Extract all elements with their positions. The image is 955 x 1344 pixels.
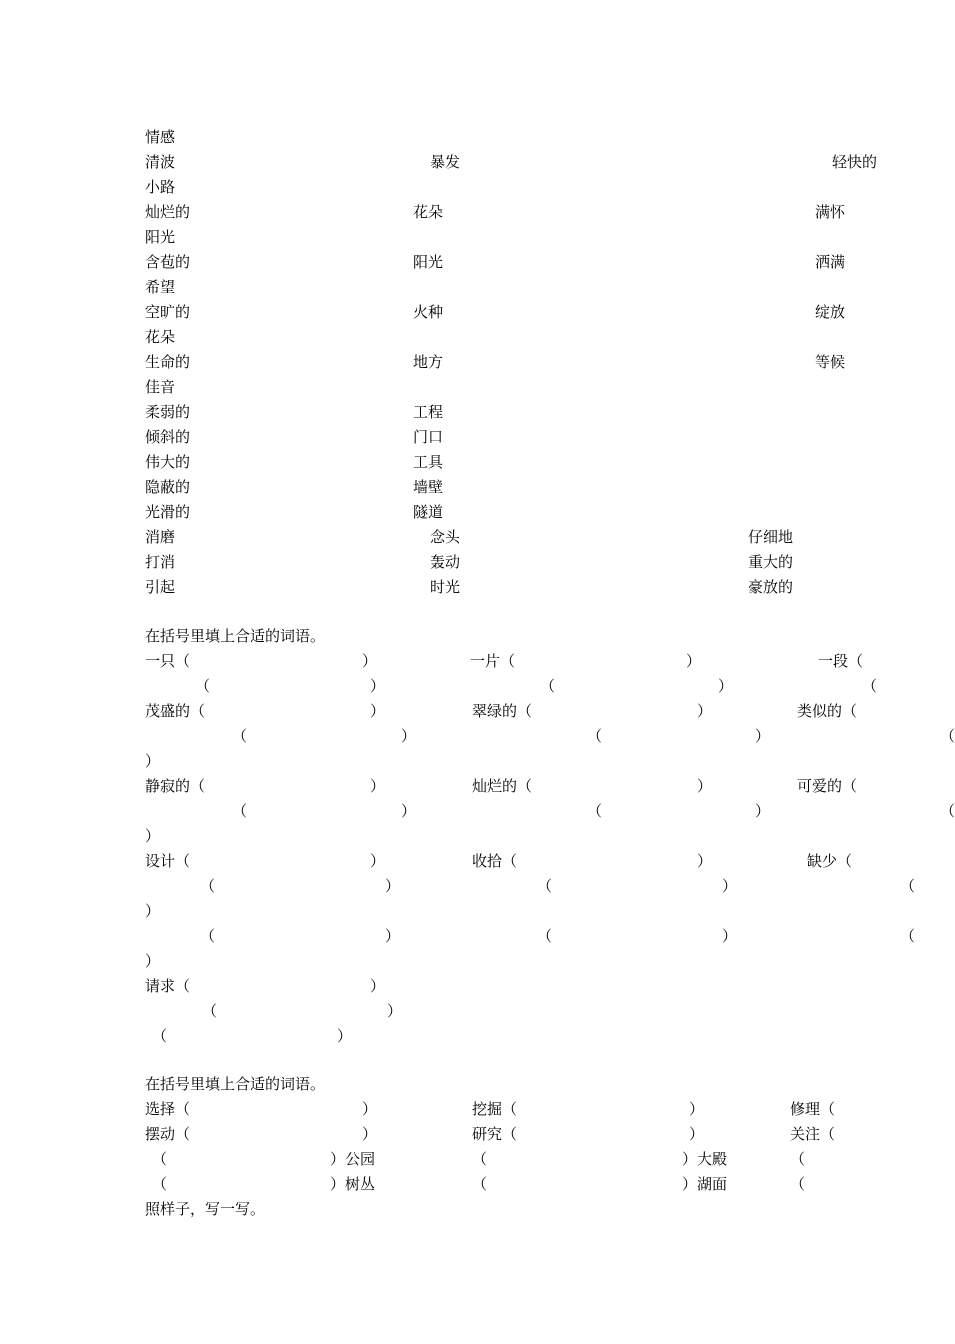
- word-col2: 地方: [413, 353, 444, 371]
- bracket-open: （: [232, 727, 248, 745]
- fill-prompt: 缺少（: [807, 852, 853, 870]
- fill-suffix: ）树丛: [330, 1175, 376, 1193]
- bracket-open: （: [862, 677, 878, 695]
- bracket-open: （: [790, 1175, 806, 1193]
- word-col2: 阳光: [413, 253, 444, 271]
- fill-prompt: 修理（: [790, 1100, 836, 1118]
- bracket-close: ）: [697, 852, 713, 870]
- bracket-close: ）: [362, 652, 378, 670]
- word-col3: 绽放: [815, 303, 846, 321]
- bracket-close: ）: [401, 727, 417, 745]
- bracket-close: ）: [387, 1002, 403, 1020]
- bracket-close: ）: [686, 652, 702, 670]
- bracket-close: ）: [145, 952, 161, 970]
- word-col2: 隧道: [413, 503, 444, 521]
- word-col1: 打消: [145, 553, 176, 571]
- bracket-open: （: [900, 877, 916, 895]
- bracket-close: ）: [370, 702, 386, 720]
- word-col1: 柔弱的: [145, 403, 191, 421]
- fill-prompt: 挖掘（: [472, 1100, 518, 1118]
- word-col2: 念头: [430, 528, 461, 546]
- bracket-close: ）: [755, 802, 771, 820]
- word-col1: 小路: [145, 178, 176, 196]
- bracket-close: ）: [689, 1100, 705, 1118]
- bracket-close: ）: [385, 927, 401, 945]
- fill-suffix: ）湖面: [682, 1175, 728, 1193]
- word-col3: 仔细地: [748, 528, 794, 546]
- bracket-close: ）: [370, 977, 386, 995]
- word-col2: 墙壁: [413, 478, 444, 496]
- fill-prompt: 可爱的（: [797, 777, 858, 795]
- bracket-close: ）: [689, 1125, 705, 1143]
- word-col2: 工具: [413, 453, 444, 471]
- section3-instruction: 在括号里填上合适的词语。: [145, 1075, 326, 1093]
- word-col1: 花朵: [145, 328, 176, 346]
- word-col2: 轰动: [430, 553, 461, 571]
- fill-prompt: 研究（: [472, 1125, 518, 1143]
- word-col2: 暴发: [430, 153, 461, 171]
- bracket-open: （: [472, 1150, 488, 1168]
- bracket-close: ）: [362, 1125, 378, 1143]
- word-col1: 生命的: [145, 353, 191, 371]
- word-col2: 时光: [430, 578, 461, 596]
- fill-prompt: 一段（: [818, 652, 864, 670]
- bracket-close: ）: [370, 777, 386, 795]
- fill-prompt: 一片（: [470, 652, 516, 670]
- bracket-close: ）: [370, 677, 386, 695]
- section2-instruction: 在括号里填上合适的词语。: [145, 627, 326, 645]
- fill-prompt: 静寂的（: [145, 777, 206, 795]
- bracket-close: ）: [722, 877, 738, 895]
- bracket-open: （: [200, 877, 216, 895]
- bracket-open: （: [790, 1150, 806, 1168]
- word-col1: 空旷的: [145, 303, 191, 321]
- bracket-close: ）: [145, 827, 161, 845]
- fill-prompt: 设计（: [145, 852, 191, 870]
- bracket-close: ）: [337, 1027, 353, 1045]
- bracket-open: （: [195, 677, 211, 695]
- word-col1: 清波: [145, 153, 176, 171]
- fill-suffix: ）公园: [330, 1150, 376, 1168]
- bracket-open: （: [940, 727, 955, 745]
- bracket-close: ）: [145, 752, 161, 770]
- section1-heading: 情感: [145, 128, 176, 146]
- word-col3: 重大的: [748, 553, 794, 571]
- word-col1: 佳音: [145, 378, 176, 396]
- word-col3: 满怀: [815, 203, 846, 221]
- word-col2: 火种: [413, 303, 444, 321]
- bracket-open: （: [587, 802, 603, 820]
- bracket-open: （: [152, 1027, 168, 1045]
- section4-instruction: 照样子，写一写。: [145, 1200, 266, 1218]
- bracket-open: （: [537, 877, 553, 895]
- bracket-open: （: [540, 677, 556, 695]
- word-col1: 灿烂的: [145, 203, 191, 221]
- bracket-open: （: [202, 1002, 218, 1020]
- word-col3: 等候: [815, 353, 846, 371]
- bracket-close: ）: [722, 927, 738, 945]
- bracket-close: ）: [718, 677, 734, 695]
- fill-suffix: ）大殿: [682, 1150, 728, 1168]
- bracket-close: ）: [755, 727, 771, 745]
- bracket-close: ）: [385, 877, 401, 895]
- word-col3: 轻快的: [832, 153, 878, 171]
- bracket-open: （: [472, 1175, 488, 1193]
- word-col1: 含苞的: [145, 253, 191, 271]
- fill-prompt: 关注（: [790, 1125, 836, 1143]
- fill-prompt: 灿烂的（: [472, 777, 533, 795]
- word-col2: 工程: [413, 403, 444, 421]
- bracket-close: ）: [697, 702, 713, 720]
- bracket-open: （: [232, 802, 248, 820]
- word-col1: 隐蔽的: [145, 478, 191, 496]
- word-col1: 引起: [145, 578, 176, 596]
- bracket-open: （: [900, 927, 916, 945]
- bracket-open: （: [152, 1150, 168, 1168]
- bracket-open: （: [537, 927, 553, 945]
- fill-prompt: 翠绿的（: [472, 702, 533, 720]
- fill-prompt: 一只（: [145, 652, 191, 670]
- bracket-close: ）: [370, 852, 386, 870]
- word-col3: 豪放的: [748, 578, 794, 596]
- fill-prompt: 类似的（: [797, 702, 858, 720]
- bracket-open: （: [200, 927, 216, 945]
- word-col1: 倾斜的: [145, 428, 191, 446]
- word-col2: 门口: [413, 428, 444, 446]
- fill-prompt: 茂盛的（: [145, 702, 206, 720]
- word-col2: 花朵: [413, 203, 444, 221]
- fill-prompt: 请求（: [145, 977, 191, 995]
- fill-prompt: 收拾（: [472, 852, 518, 870]
- bracket-close: ）: [401, 802, 417, 820]
- word-col3: 洒满: [815, 253, 846, 271]
- fill-prompt: 摆动（: [145, 1125, 191, 1143]
- bracket-close: ）: [145, 902, 161, 920]
- word-col1: 光滑的: [145, 503, 191, 521]
- bracket-open: （: [152, 1175, 168, 1193]
- word-col1: 阳光: [145, 228, 176, 246]
- word-col1: 消磨: [145, 528, 176, 546]
- bracket-open: （: [587, 727, 603, 745]
- word-col1: 希望: [145, 278, 176, 296]
- bracket-open: （: [940, 802, 955, 820]
- word-col1: 伟大的: [145, 453, 191, 471]
- bracket-close: ）: [362, 1100, 378, 1118]
- fill-prompt: 选择（: [145, 1100, 191, 1118]
- bracket-close: ）: [697, 777, 713, 795]
